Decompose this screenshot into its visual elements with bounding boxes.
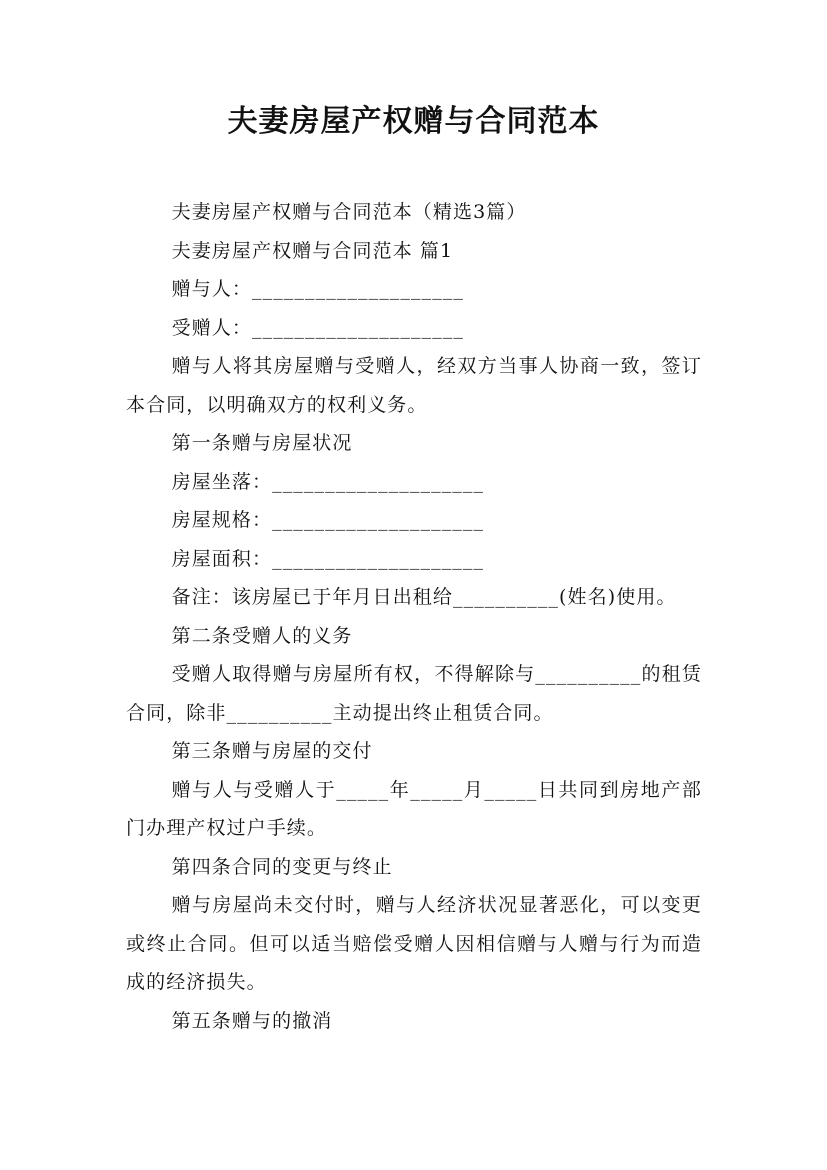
paragraph-donee-obligation: 受赠人取得赠与房屋所有权，不得解除与__________的租赁合同，除非__________主动提出终止租赁合同。 — [126, 663, 702, 724]
paragraph-preamble: 赠与人将其房屋赠与受赠人，经双方当事人协商一致，签订本合同，以明确双方的权利义务。 — [126, 355, 702, 416]
paragraph-donee: 受赠人：____________________ — [171, 316, 464, 339]
document-body — [126, 193, 702, 1040]
paragraph-donor: 赠与人：____________________ — [171, 278, 464, 300]
paragraph-article-1: 第一条赠与房屋状况 — [171, 432, 353, 454]
paragraph-house-location: 房屋坐落：____________________ — [171, 470, 485, 493]
paragraph-intro: 夫妻房屋产权赠与合同范本（精选3篇） — [171, 201, 527, 223]
paragraph-article-5: 第五条赠与的撤消 — [171, 1009, 333, 1032]
paragraph-house-spec: 房屋规格：____________________ — [171, 509, 485, 531]
paragraph-article-3: 第三条赠与房屋的交付 — [171, 740, 373, 762]
paragraph-article-4: 第四条合同的变更与终止 — [171, 855, 393, 878]
paragraph-house-area: 房屋面积：____________________ — [171, 547, 485, 570]
document-title: 夫妻房屋产权赠与合同范本 — [227, 104, 600, 139]
paragraph-change-termination: 赠与房屋尚未交付时，赠与人经济状况显著恶化，可以变更或终止合同。但可以适当赔偿受赠人因相信赠与人赠与行为而造成的经济损失。 — [126, 894, 702, 993]
paragraph-delivery: 赠与人与受赠人于_____年_____月_____日共同到房地产部门办理产权过户手续。 — [126, 778, 702, 839]
paragraph-part-heading: 夫妻房屋产权赠与合同范本 篇1 — [171, 239, 454, 262]
paragraph-article-2: 第二条受赠人的义务 — [171, 624, 353, 647]
paragraph-remark: 备注：该房屋已于年月日出租给__________(姓名)使用。 — [171, 586, 677, 608]
